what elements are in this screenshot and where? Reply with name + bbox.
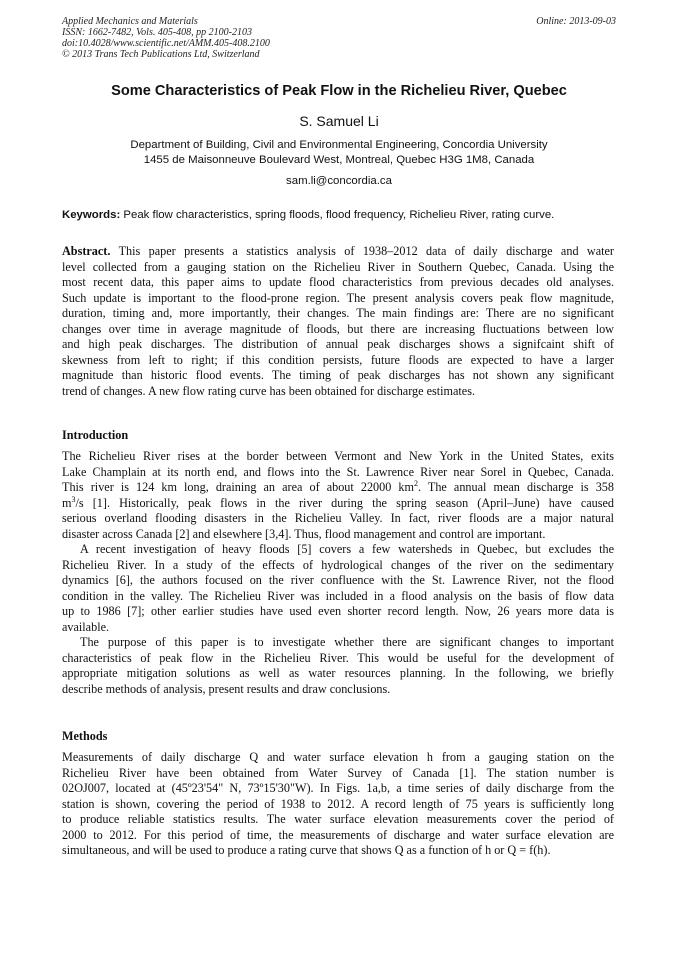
intro-line: condition in the valley. The Richelieu River was included in a flood analysis on the basis of flow data (62, 588, 614, 603)
intro-line: disaster across Canada [2] and elsewhere [3,4]. Thus, flood management and control are important. (62, 526, 546, 541)
abstract-line: skewness from left to right; if this condition persists, future floods are expected to have a larger (62, 352, 614, 367)
intro-line: characteristics of peak flow in the Richelieu River. This would be useful for the development of (62, 650, 614, 665)
abstract-label: Abstract. (62, 244, 111, 258)
keywords (62, 209, 616, 221)
intro-line: available. (62, 619, 110, 634)
abstract-line: duration, timing and, more importantly, their changes. The main findings are: There are no significant (62, 306, 614, 320)
intro-line: appropriate mitigation solutions as well as water resources planning. In the following, we briefly (62, 666, 614, 680)
methods-heading: Methods (62, 729, 108, 743)
methods-line: station is shown, covering the period of 1938 to 2012. A record length of 75 years is sufficiently long (62, 796, 614, 811)
abstract-line: Such update is important to the flood-prone region. The present analysis covers peak flow magnitude, (62, 290, 614, 305)
intro-line: This river is 124 km long, draining an area of about 22000 $km^2$. The annual mean discharge is 358 (62, 478, 614, 494)
abstract-line: magnitude than historic flood events. The timing of peak discharges has not shown any significant (62, 368, 614, 382)
methods-line: Measurements of daily discharge Q and water surface elevation h from a gauging station on the (62, 750, 614, 764)
journal-name: Applied Mechanics and Materials (62, 16, 198, 27)
intro-line: A recent investigation of heavy floods [5] covers a few watersheds in Quebec, but excludes the (80, 542, 614, 556)
keywords-label: Keywords: (62, 209, 121, 221)
methods-line: to produce reliable statistics results. The water surface elevation measurements cover the period of (62, 812, 614, 826)
methods-line: 02OJ007, located at (45º23'54" N, 73º15'30"W). In Figs. 1a,b, a time series of daily discharge from the (62, 781, 614, 795)
abstract-line: and high peak discharges. The distribution of annual peak discharges shows a signifcaint shift of (62, 337, 614, 351)
abstract-line: most recent data, this paper aims to update flood characteristics from previous decades old analyses. (62, 275, 614, 289)
abstract (62, 244, 614, 399)
methods-line: 2000 to 2012. For this period of time, the measurements of discharge and water surface elevation are (62, 827, 614, 842)
introduction-body (62, 449, 614, 697)
header-citation (62, 16, 270, 60)
paper-title: Some Characteristics of Peak Flow in the Richelieu River, Quebec (111, 83, 567, 99)
intro-line: The Richelieu River rises at the border between Vermont and New York in the United States, exits (62, 449, 614, 463)
author-name: S. Samuel Li (299, 113, 379, 129)
intro-line: Richelieu River. In a study of the effects of hydrological changes of the river on the sedimentary (62, 557, 614, 572)
superscript: 3 (71, 494, 76, 504)
author-email: sam.li@concordia.ca (286, 175, 392, 187)
doi-line: doi:10.4028/www.scientific.net/AMM.405-408.2100 (62, 38, 270, 49)
intro-line: Lake Champlain at its north end, and flows into the St. Lawrence River near Sorel in Quebec, Canada. (62, 464, 614, 479)
intro-line: The purpose of this paper is to investigate whether there are significant changes to important (80, 635, 614, 649)
intro-line: $m^3/s$ [1]. Historically, peak flows in the river during the spring season (April–June) have caused (62, 494, 614, 510)
affiliation-line: Department of Building, Civil and Environmental Engineering, Concordia University (130, 139, 548, 151)
intro-line: dynamics [6], the authors focused on the river confluence with the St. Lawrence River, not the flood (62, 573, 614, 587)
methods-line: Richelieu River have been obtained from Water Survey of Canada [1]. The station number is (62, 765, 614, 780)
methods-body (62, 750, 614, 859)
abstract-line: changes over time in average magnitude of floods, but there are increasing fluctuations between low (62, 321, 614, 336)
superscript: 2 (413, 478, 418, 488)
introduction-heading: Introduction (62, 428, 129, 442)
online-date: Online: 2013-09-03 (536, 16, 616, 27)
intro-line: serious overland flooding disasters in the Richelieu Valley. In fact, river floods are a major natural (62, 511, 614, 525)
abstract-line: trend of changes. A new flow rating curve has been obtained for discharge estimates. (62, 383, 475, 398)
abstract-line: level collected from a gauging station on the Richelieu River in Southern Quebec, Canada. Using the (62, 259, 614, 274)
issn-line: ISSN: 1662-7482, Vols. 405-408, pp 2100-2103 (62, 27, 252, 38)
intro-line: up to 1986 [7]; other earlier studies have used even shorter record length. Now, 26 years more data is (62, 604, 614, 618)
affiliation-line: 1455 de Maisonneuve Boulevard West, Montreal, Quebec H3G 1M8, Canada (143, 154, 535, 166)
intro-line: describe methods of analysis, present results and draw conclusions. (62, 681, 391, 696)
copyright-line: © 2013 Trans Tech Publications Ltd, Switzerland (62, 49, 260, 60)
keywords-text: Peak flow characteristics, spring floods, flood frequency, Richelieu River, rating curve. (120, 209, 555, 221)
abstract-line: Abstract. This paper presents a statistics analysis of 1938–2012 data of daily discharge and water (62, 244, 614, 258)
methods-line: simultaneous, and will be used to produce a rating curve that shows Q as a function of h or Q = f(h). (62, 843, 551, 857)
affiliation (62, 138, 616, 168)
